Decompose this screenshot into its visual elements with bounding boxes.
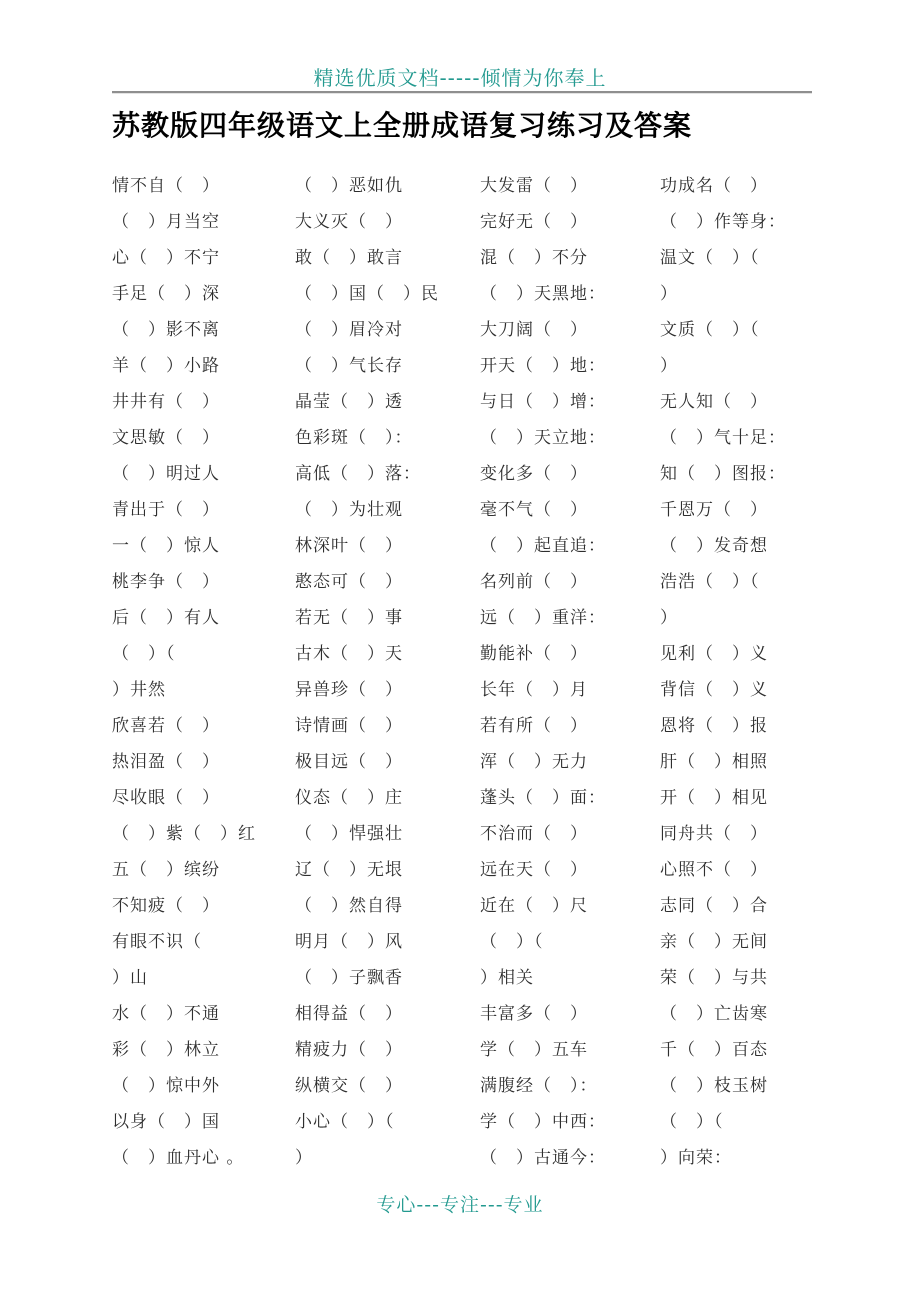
idiom-line: 文质（ ）（ xyxy=(660,320,760,340)
idiom-line: 名列前（ ） xyxy=(480,572,588,592)
idiom-line: 林深叶（ ） xyxy=(295,536,403,556)
idiom-line: （ ）（ xyxy=(660,1112,724,1132)
idiom-line: 以身（ ）国 xyxy=(112,1112,220,1132)
idiom-column-4 xyxy=(660,168,836,1176)
idiom-line: 与日（ ）增： xyxy=(480,392,606,412)
idiom-column-1 xyxy=(112,168,295,1176)
idiom-line: 一（ ）惊人 xyxy=(112,536,220,556)
idiom-line: 手足（ ）深 xyxy=(112,284,220,304)
idiom-line: （ ）恶如仇 xyxy=(295,176,403,196)
idiom-line: 明月（ ）风 xyxy=(295,932,403,952)
idiom-line: 远在天（ ） xyxy=(480,860,588,880)
idiom-line: 满腹经（ ）： xyxy=(480,1076,598,1096)
idiom-line: （ ）发奇想 xyxy=(660,536,768,556)
idiom-line: 若有所（ ） xyxy=(480,716,588,736)
idiom-line: 晶莹（ ）透 xyxy=(295,392,403,412)
idiom-line: 见利（ ）义 xyxy=(660,644,768,664)
idiom-line: 古木（ ）天 xyxy=(295,644,403,664)
idiom-line: 知（ ）图报： xyxy=(660,464,786,484)
idiom-line: 远（ ）重洋： xyxy=(480,608,606,628)
idiom-line: 混（ ）不分 xyxy=(480,248,588,268)
idiom-line: 精疲力（ ） xyxy=(295,1040,403,1060)
idiom-line: （ ）天黑地： xyxy=(480,284,606,304)
idiom-line: 蓬头（ ）面： xyxy=(480,788,606,808)
idiom-line: 开（ ）相见 xyxy=(660,788,768,808)
idiom-line: （ ）古通今： xyxy=(480,1148,606,1168)
idiom-line: 欣喜若（ ） xyxy=(112,716,220,736)
idiom-line: 完好无（ ） xyxy=(480,212,588,232)
idiom-line: 同舟共（ ） xyxy=(660,824,768,844)
idiom-line: 桃李争（ ） xyxy=(112,572,220,592)
idiom-line: （ ）明过人 xyxy=(112,464,220,484)
idiom-line: 千（ ）百态 xyxy=(660,1040,768,1060)
idiom-line: （ ）子飘香 xyxy=(295,968,403,988)
idiom-line: 丰富多（ ） xyxy=(480,1004,588,1024)
idiom-line: ）井然 xyxy=(112,680,166,700)
idiom-line: ） xyxy=(295,1148,313,1168)
idiom-line: 憨态可（ ） xyxy=(295,572,403,592)
idiom-line: 热泪盈（ ） xyxy=(112,752,220,772)
idiom-line: （ ）亡齿寒 xyxy=(660,1004,768,1024)
idiom-line: 勤能补（ ） xyxy=(480,644,588,664)
idiom-line: 不知疲（ ） xyxy=(112,896,220,916)
idiom-line: （ ）血丹心 。 xyxy=(112,1148,245,1168)
idiom-line: 尽收眼（ ） xyxy=(112,788,220,808)
idiom-line: ）向荣： xyxy=(660,1148,732,1168)
idiom-grid xyxy=(112,168,836,1176)
page-title: 苏教版四年级语文上全册成语复习练习及答案 xyxy=(112,109,693,142)
idiom-line: 背信（ ）义 xyxy=(660,680,768,700)
idiom-line: 情不自（ ） xyxy=(112,176,220,196)
idiom-line: 变化多（ ） xyxy=(480,464,588,484)
idiom-line: （ ）气长存 xyxy=(295,356,403,376)
idiom-line: （ ）枝玉树 xyxy=(660,1076,768,1096)
idiom-line: （ ）月当空 xyxy=(112,212,220,232)
idiom-line: （ ）为壮观 xyxy=(295,500,403,520)
idiom-line: 心照不（ ） xyxy=(660,860,768,880)
idiom-line: 羊（ ）小路 xyxy=(112,356,220,376)
idiom-line: 后（ ）有人 xyxy=(112,608,220,628)
idiom-line: 温文（ ）（ xyxy=(660,248,760,268)
idiom-line: 肝（ ）相照 xyxy=(660,752,768,772)
idiom-line: 水（ ）不通 xyxy=(112,1004,220,1024)
idiom-line: ）山 xyxy=(112,968,148,988)
idiom-line: ）相关 xyxy=(480,968,534,988)
idiom-line: 功成名（ ） xyxy=(660,176,768,196)
idiom-line: 毫不气（ ） xyxy=(480,500,588,520)
idiom-line: 有眼不识（ xyxy=(112,932,202,952)
idiom-line: 亲（ ）无间 xyxy=(660,932,768,952)
idiom-line: （ ）气十足： xyxy=(660,428,786,448)
idiom-line: （ ）作等身： xyxy=(660,212,786,232)
idiom-line: （ ）影不离 xyxy=(112,320,220,340)
footer-slogan: 专心---专注---专业 xyxy=(376,1194,544,1216)
idiom-line: （ ）国（ ）民 xyxy=(295,284,439,304)
idiom-line: 开天（ ）地： xyxy=(480,356,606,376)
idiom-line: 恩将（ ）报 xyxy=(660,716,768,736)
header-banner: 精选优质文档-----倾情为你奉上 xyxy=(313,66,607,90)
idiom-line: ） xyxy=(660,284,678,304)
idiom-line: （ ）起直追： xyxy=(480,536,606,556)
idiom-line: 志同（ ）合 xyxy=(660,896,768,916)
idiom-line: 荣（ ）与共 xyxy=(660,968,768,988)
idiom-line: 无人知（ ） xyxy=(660,392,768,412)
header-divider xyxy=(112,91,812,93)
idiom-line: 不治而（ ） xyxy=(480,824,588,844)
idiom-line: 浩浩（ ）（ xyxy=(660,572,760,592)
idiom-line: 小心（ ）（ xyxy=(295,1112,395,1132)
idiom-line: ） xyxy=(660,608,678,628)
idiom-line: 井井有（ ） xyxy=(112,392,220,412)
idiom-line: 若无（ ）事 xyxy=(295,608,403,628)
idiom-line: 大义灭（ ） xyxy=(295,212,403,232)
idiom-line: 大刀阔（ ） xyxy=(480,320,588,340)
idiom-line: 长年（ ）月 xyxy=(480,680,588,700)
idiom-column-2 xyxy=(295,168,480,1176)
idiom-line: 大发雷（ ） xyxy=(480,176,588,196)
idiom-line: 异兽珍（ ） xyxy=(295,680,403,700)
idiom-line: 极目远（ ） xyxy=(295,752,403,772)
idiom-line: 五（ ）缤纷 xyxy=(112,860,220,880)
idiom-line: （ ）紫（ ）红 xyxy=(112,824,256,844)
idiom-line: （ ）惊中外 xyxy=(112,1076,220,1096)
idiom-line: 敢（ ）敢言 xyxy=(295,248,403,268)
idiom-line: 学（ ）五车 xyxy=(480,1040,588,1060)
idiom-line: 诗情画（ ） xyxy=(295,716,403,736)
idiom-line: ） xyxy=(660,356,678,376)
idiom-line: 青出于（ ） xyxy=(112,500,220,520)
idiom-line: 浑（ ）无力 xyxy=(480,752,588,772)
idiom-line: 纵横交（ ） xyxy=(295,1076,403,1096)
idiom-line: （ ）天立地： xyxy=(480,428,606,448)
idiom-line: 高低（ ）落： xyxy=(295,464,421,484)
idiom-line: 千恩万（ ） xyxy=(660,500,768,520)
idiom-line: 彩（ ）林立 xyxy=(112,1040,220,1060)
idiom-line: 辽（ ）无垠 xyxy=(295,860,403,880)
idiom-line: 仪态（ ）庄 xyxy=(295,788,403,808)
idiom-line: 相得益（ ） xyxy=(295,1004,403,1024)
idiom-line: （ ）悍强壮 xyxy=(295,824,403,844)
idiom-line: （ ）（ xyxy=(112,644,176,664)
idiom-line: 色彩斑（ ）： xyxy=(295,428,413,448)
idiom-line: （ ）（ xyxy=(480,932,544,952)
idiom-line: 文思敏（ ） xyxy=(112,428,220,448)
idiom-line: 心（ ）不宁 xyxy=(112,248,220,268)
idiom-line: 近在（ ）尺 xyxy=(480,896,588,916)
idiom-line: 学（ ）中西： xyxy=(480,1112,606,1132)
idiom-line: （ ）然自得 xyxy=(295,896,403,916)
idiom-column-3 xyxy=(480,168,660,1176)
idiom-line: （ ）眉冷对 xyxy=(295,320,403,340)
